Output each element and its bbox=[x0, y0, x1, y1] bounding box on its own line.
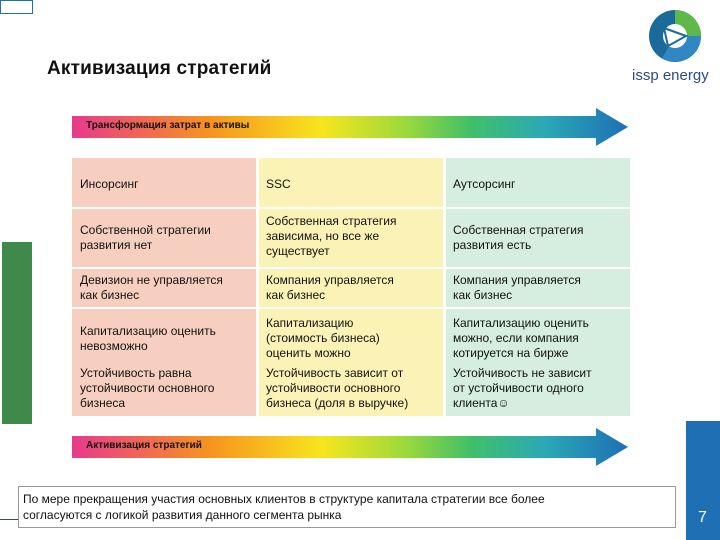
left-accent-bar bbox=[0, 240, 34, 426]
col1-capitalization: Капитализацию оценить невозможно bbox=[80, 324, 216, 353]
row-divider bbox=[72, 207, 630, 209]
col3-stability: Устойчивость не зависит от устойчивости одного клиента☺ bbox=[453, 366, 592, 410]
row-divider bbox=[72, 267, 630, 269]
note-line-2: согласуются с логикой развития данного сегмента рынка bbox=[23, 508, 342, 522]
col3-strategy: Собственная стратегия развития есть bbox=[453, 223, 584, 252]
page-number: 7 bbox=[698, 509, 707, 526]
summary-note bbox=[18, 486, 676, 528]
bottom-arrow-label: Активизация стратегий bbox=[86, 440, 202, 451]
footer-line bbox=[0, 519, 18, 520]
col1-management: Девизион не управляется как бизнес bbox=[80, 273, 223, 302]
col2-management: Компания управляется как бизнес bbox=[266, 273, 394, 302]
col2-header: SSC bbox=[266, 177, 291, 191]
corner-frame bbox=[0, 0, 33, 14]
col1-header: Инсорсинг bbox=[80, 177, 139, 191]
col3-management: Компания управляется как бизнес bbox=[453, 273, 581, 302]
top-arrow-label: Трансформация затрат в активы bbox=[86, 120, 250, 131]
top-arrow bbox=[72, 108, 628, 146]
note-line-1: По мере прекращения участия основных клиентов в структуре капитала стратегии все более bbox=[23, 492, 545, 506]
logo-text: issp energy bbox=[632, 67, 709, 84]
col1-strategy: Собственной стратегии развития нет bbox=[80, 223, 211, 252]
page-title: Активизация стратегий bbox=[47, 58, 272, 79]
col2-strategy: Собственная стратегия зависима, но все же существует bbox=[266, 214, 397, 258]
col3-header: Аутсорсинг bbox=[453, 177, 516, 191]
col2-capitalization: Капитализацию (стоимость бизнеса) оценить можно bbox=[266, 316, 380, 360]
col1-stability: Устойчивость равна устойчивости основного бизнеса bbox=[80, 366, 215, 410]
col2-stability: Устойчивость зависит от устойчивости основного бизнеса (доля в выручке) bbox=[266, 366, 409, 410]
bottom-arrow bbox=[72, 428, 628, 466]
row-divider bbox=[72, 307, 630, 309]
col3-capitalization: Капитализацию оценить можно, если компания котируется на бирже bbox=[453, 316, 589, 360]
